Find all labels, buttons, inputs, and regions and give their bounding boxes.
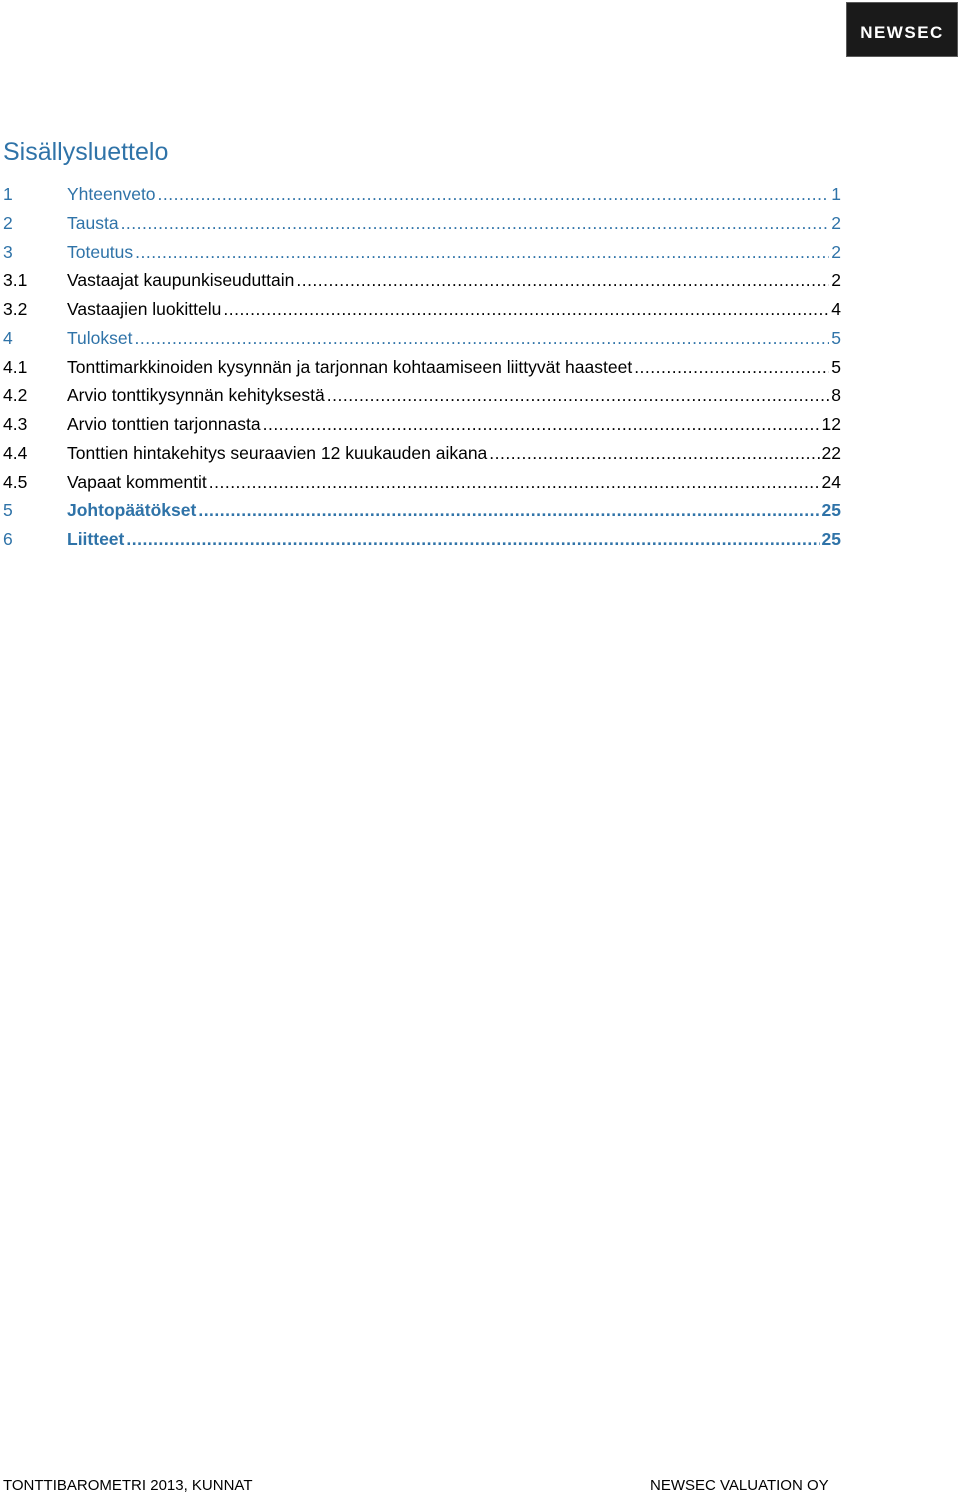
toc-dot-leader bbox=[209, 468, 820, 497]
toc-entry-page: 8 bbox=[831, 385, 841, 406]
toc-entry-title: Tonttimarkkinoiden kysynnän ja tarjonnan kohtaamiseen liittyvät haasteet bbox=[67, 356, 633, 377]
toc-entry-number: 2 bbox=[3, 212, 13, 233]
toc-entry-title: Tausta bbox=[67, 212, 119, 233]
toc-entry-title: Arvio tonttikysynnän kehityksestä bbox=[67, 385, 325, 406]
toc-entry-3-2[interactable] bbox=[3, 295, 841, 324]
toc-entry-title: Vastaajien luokittelu bbox=[67, 299, 222, 319]
toc-entry-page: 5 bbox=[831, 327, 841, 348]
toc-entry-page: 22 bbox=[821, 442, 841, 463]
logo-text: NEWSEC bbox=[860, 22, 944, 42]
toc-entry-page: 5 bbox=[831, 356, 841, 377]
toc-entry-number: 1 bbox=[3, 184, 13, 204]
toc-entry-5[interactable] bbox=[3, 496, 841, 525]
toc-dot-leader bbox=[126, 525, 819, 554]
toc-dot-leader bbox=[121, 209, 830, 238]
toc-dot-leader bbox=[135, 324, 830, 353]
toc-dot-leader bbox=[634, 353, 829, 382]
toc-entry-3[interactable] bbox=[3, 238, 841, 267]
toc-dot-leader bbox=[489, 439, 819, 468]
toc-entry-title: Tonttien hintakehitys seuraavien 12 kuukauden aikana bbox=[67, 442, 488, 463]
footer-right-text: NEWSEC VALUATION OY bbox=[650, 1477, 829, 1494]
toc-entry-number: 4.4 bbox=[3, 442, 28, 463]
toc-entry-number: 4.5 bbox=[3, 471, 28, 492]
toc-dot-leader bbox=[327, 381, 830, 410]
toc-entry-number: 4.1 bbox=[3, 356, 28, 377]
toc-entry-title: Tulokset bbox=[67, 327, 133, 348]
toc-entry-title: Johtopäätökset bbox=[67, 500, 197, 521]
toc-entry-title: Yhteenveto bbox=[67, 184, 156, 204]
toc-entry-6[interactable] bbox=[3, 525, 841, 554]
toc-entry-1[interactable] bbox=[3, 180, 841, 209]
toc-dot-leader bbox=[263, 410, 820, 439]
toc-entry-page: 2 bbox=[831, 270, 841, 291]
table-of-contents bbox=[3, 180, 841, 554]
toc-entry-4-2[interactable] bbox=[3, 381, 841, 410]
footer-left-text: TONTTIBAROMETRI 2013, KUNNAT bbox=[3, 1477, 253, 1494]
toc-entry-page: 4 bbox=[831, 299, 841, 319]
toc-entry-title: Vastaajat kaupunkiseuduttain bbox=[67, 270, 295, 291]
toc-entry-number: 4.3 bbox=[3, 414, 28, 434]
toc-entry-number: 4.2 bbox=[3, 385, 28, 406]
toc-entry-page: 1 bbox=[831, 184, 841, 204]
newsec-logo bbox=[846, 2, 958, 57]
toc-entry-number: 4 bbox=[3, 327, 13, 348]
toc-entry-number: 6 bbox=[3, 529, 13, 549]
toc-entry-page: 25 bbox=[821, 529, 841, 549]
toc-dot-leader bbox=[135, 238, 829, 267]
toc-entry-title: Vapaat kommentit bbox=[67, 471, 207, 492]
toc-entry-number: 3 bbox=[3, 241, 13, 262]
toc-entry-title: Arvio tonttien tarjonnasta bbox=[67, 414, 261, 434]
toc-entry-4-3[interactable] bbox=[3, 410, 841, 439]
toc-entry-title: Toteutus bbox=[67, 241, 134, 262]
toc-entry-page: 24 bbox=[821, 471, 841, 492]
toc-entry-page: 25 bbox=[821, 500, 841, 521]
toc-entry-number: 5 bbox=[3, 500, 13, 521]
toc-entry-page: 2 bbox=[831, 212, 841, 233]
toc-entry-number: 3.2 bbox=[3, 299, 28, 319]
toc-dot-leader bbox=[223, 295, 829, 324]
toc-dot-leader bbox=[198, 496, 819, 525]
toc-dot-leader bbox=[296, 266, 829, 295]
toc-entry-4[interactable] bbox=[3, 324, 841, 353]
toc-entry-2[interactable] bbox=[3, 209, 841, 238]
toc-heading: Sisällysluettelo bbox=[3, 138, 169, 166]
toc-entry-3-1[interactable] bbox=[3, 266, 841, 295]
toc-entry-4-5[interactable] bbox=[3, 468, 841, 497]
toc-entry-page: 12 bbox=[821, 414, 841, 434]
toc-dot-leader bbox=[158, 180, 830, 209]
toc-entry-4-4[interactable] bbox=[3, 439, 841, 468]
toc-entry-page: 2 bbox=[831, 241, 841, 262]
toc-entry-title: Liitteet bbox=[67, 529, 125, 549]
toc-entry-number: 3.1 bbox=[3, 270, 28, 291]
toc-entry-4-1[interactable] bbox=[3, 353, 841, 382]
